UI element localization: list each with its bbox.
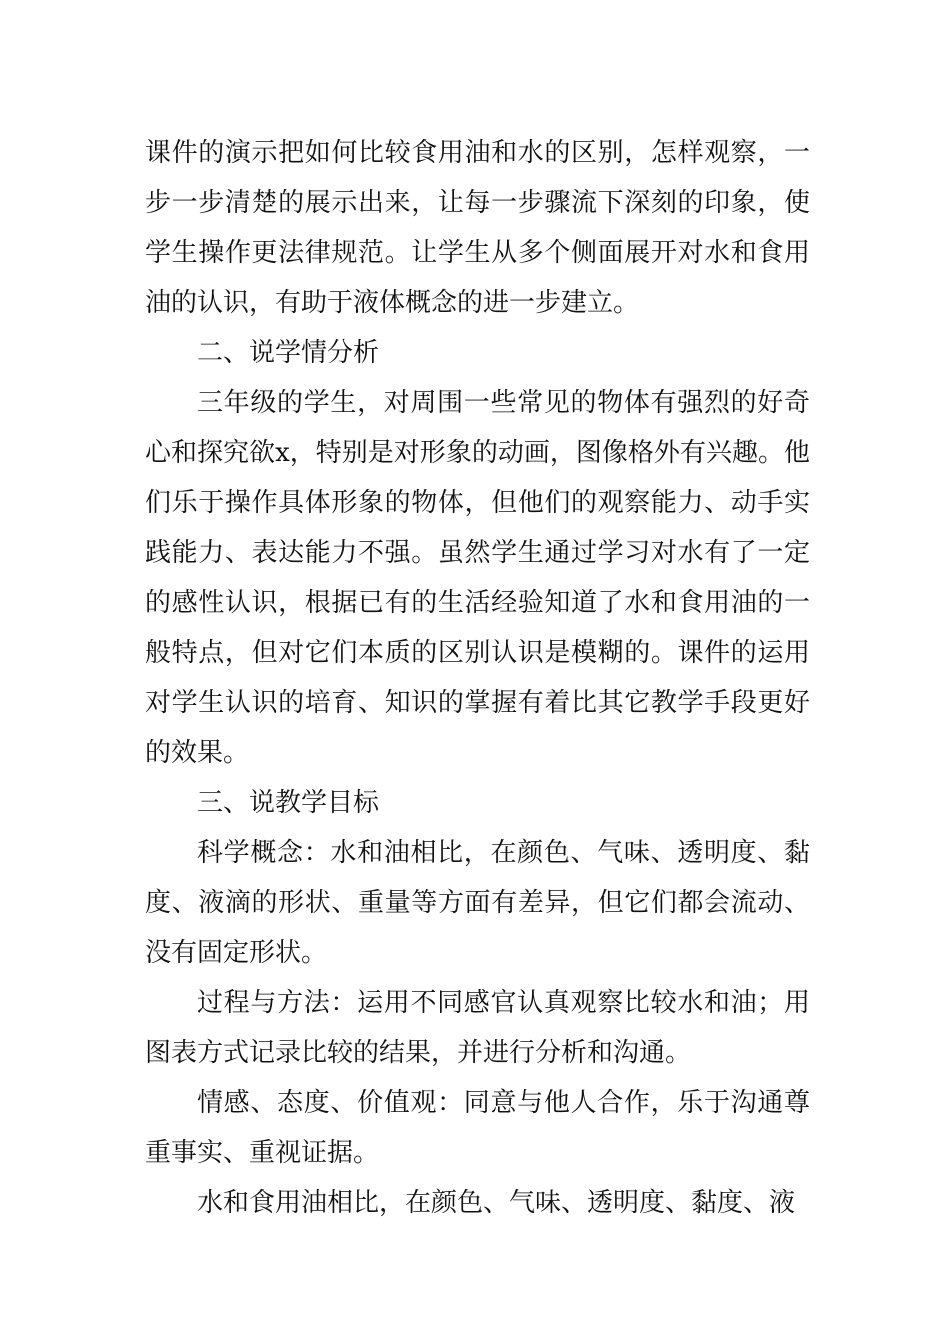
paragraph-learner-analysis: 三年级的学生，对周围一些常见的物体有强烈的好奇心和探究欲x，特别是对形象的动画，图像格外有兴趣。他们乐于操作具体形象的物体，但他们的观察能力、动手实践能力、表达能力不强。虽然学生通过学习对水有了一定的感性认识，根据已有的生活经验知道了水和食用油的一般特点，但对它们本质的区别认识是模糊的。课件的运用对学生认识的培育、知识的掌握有着比其它教学手段更好的效果。 [145,388,810,768]
paragraph-continuation: 课件的演示把如何比较食用油和水的区别，怎样观察，一步一步清楚的展示出来，让每一步骤流下深刻的印象，使学生操作更法律规范。让学生从多个侧面展开对水和食用油的认识，有助于液体概念的进一步建立。 [145,138,810,318]
paragraph-water-oil-comparison: 水和食用油相比，在颜色、气味、透明度、黏度、液 [197,1188,796,1218]
section-heading-learner-analysis: 二、说学情分析 [197,338,380,368]
paragraph-emotion-attitude: 情感、态度、价值观：同意与他人合作，乐于沟通尊重事实、重视证据。 [145,1088,810,1168]
paragraph-science-concept: 科学概念：水和油相比，在颜色、气味、透明度、黏度、液滴的形状、重量等方面有差异，但它们都会流动、没有固定形状。 [145,838,810,968]
paragraph-process-method: 过程与方法：运用不同感官认真观察比较水和油；用图表方式记录比较的结果，并进行分析和沟通。 [145,988,810,1068]
section-heading-teaching-goals: 三、说教学目标 [197,788,380,818]
document-body [145,128,810,1228]
